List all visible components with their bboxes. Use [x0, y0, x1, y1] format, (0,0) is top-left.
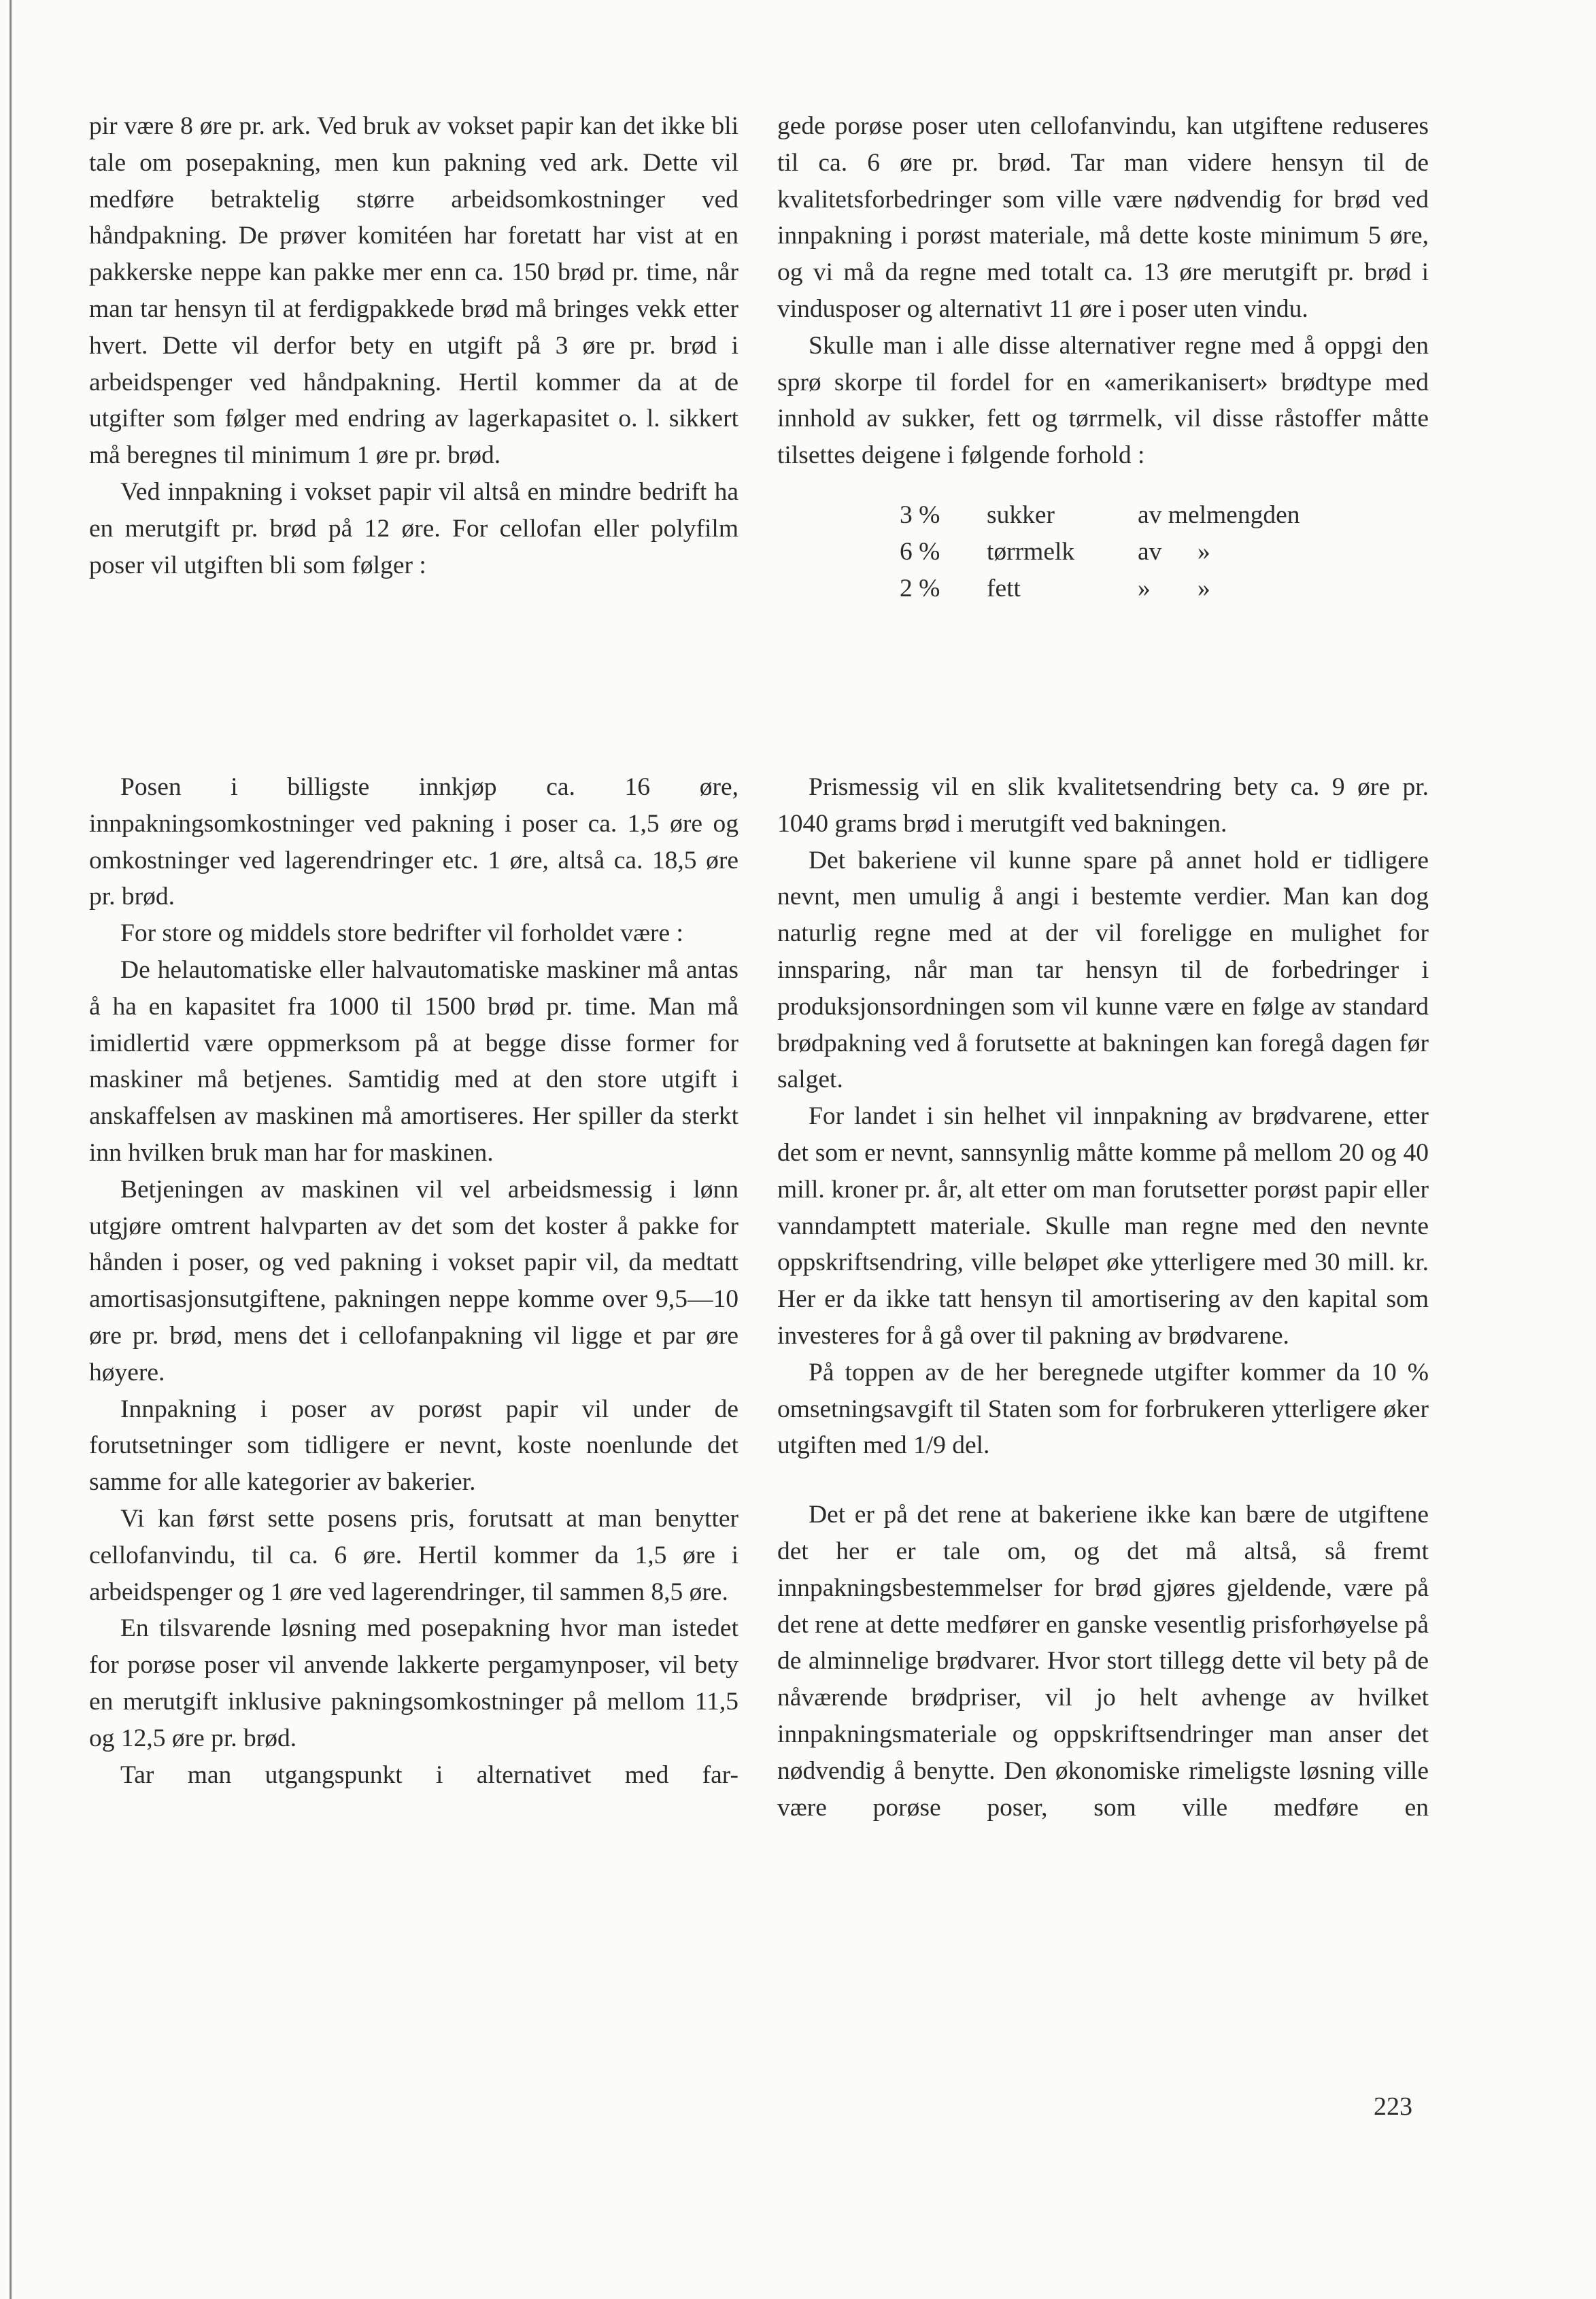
paragraph: De helautomatiske eller halvautomatiske maskiner må antas å ha en kapasitet fra 1000 til 1500 brød pr. time. Man må imidlertid være oppmerksom på at begge disse former for maskiner må betjenes. Samtidig med at den store utgift i anskaffelsen av maskinen må amortiseres. Her spiller da sterkt inn hvilken bruk man har for maskinen.: [89, 955, 738, 1167]
section-gap: [777, 1464, 1429, 1497]
ratio-row: [900, 497, 1429, 534]
paragraph: Prismessig vil en slik kvalitetsendring bety ca. 9 øre pr. 1040 grams brød i merutgift ved bakningen.: [777, 773, 1429, 838]
paragraph: For landet i sin helhet vil innpakning av brødvarene, etter det som er nevnt, sannsynlig måtte komme på mellom 20 og 40 mill. kroner pr. år, alt etter om man forutsetter porøst papir eller vanndamptett materiale. Skulle man regne med den nevnte oppskriftsendring, ville beløpet øke ytterligere med 30 mill. kr. Her er da ikke tatt hensyn til amortisering av den kapital som investeres for å gå over til pakning av brødvarene.: [777, 1102, 1429, 1350]
ratio-ditto: »: [1198, 574, 1210, 602]
bottom-left-column: [89, 769, 738, 1793]
paragraph: En tilsvarende løsning med posepakning hvor man istedet for porøse poser vil anvende lakkerte pergamynposer, vil bety en merutgift inklusive pakningsomkostninger på mellom 11,5 og 12,5 øre pr. brød.: [89, 1614, 738, 1752]
paragraph: Tar man utgangspunkt i alternativet med far-: [120, 1760, 738, 1789]
ratio-row: [900, 534, 1429, 571]
paragraph: Betjeningen av maskinen vil vel arbeidsmessig i lønn utgjøre omtrent halvparten av det som det koster å pakke for hånden i poser, og ved pakning i vokset papir vil, da medtatt amortisasjonsutgiftene, pakningen neppe komme over 9,5—10 øre pr. brød, mens det i cellofanpakning vil ligge et par øre høyere.: [89, 1175, 738, 1386]
paragraph: På toppen av de her beregnede utgifter kommer da 10 % omsetningsavgift til Staten som for forbrukeren ytterligere øker utgiften med 1/9 del.: [777, 1358, 1429, 1460]
ingredient-ratio-list: [900, 497, 1429, 607]
paragraph: Det er på det rene at bakeriene ikke kan bære de utgiftene det her er tale om, og det må altså, så fremt innpakningsbestemmelser for brød gjøres gjeldende, være på det rene at dette medfører en ganske vesentlig prisforhøyelse på de alminnelige brødvarer. Hvor stort tillegg dette vil bety på de nåværende brødpriser, vil jo helt avhenge av hvilket innpakningsmateriale og oppskriftsendringer man anser det nødvendig å benytte. Den økonomiske rimeligste løsning ville være porøse poser, som ville medføre en: [777, 1501, 1429, 1822]
page-edge: [10, 0, 12, 2299]
top-left-column: [89, 108, 738, 583]
ratio-row: [900, 571, 1429, 607]
paragraph: gede porøse poser uten cellofanvindu, kan utgiftene reduseres til ca. 6 øre pr. brød. Tar man videre hensyn til de kvalitetsforbedringer som ville være nødvendig for brød ved innpakning i porøst materiale, må dette koste minimum 5 øre, og vi må da regne med totalt ca. 13 øre merutgift pr. brød i vindusposer og alternativt 11 øre i poser uten vindu.: [777, 112, 1429, 323]
top-right-column: [777, 108, 1429, 607]
page-number: 223: [1374, 2092, 1412, 2121]
ratio-ingredient: fett: [987, 574, 1021, 602]
paragraph: Det bakeriene vil kunne spare på annet hold er tidligere nevnt, men umulig å angi i bestemte verdier. Man kan dog naturlig regne med at der vil foreligge en mulighet for innsparing, når man tar hensyn til de forbedringer i produksjonsordningen som vil kunne være en følge av standard brødpakning ved å forutsette at bakningen kan foregå dagen før salget.: [777, 846, 1429, 1094]
ratio-ditto: »: [1198, 537, 1210, 566]
ratio-ingredient: sukker: [987, 500, 1055, 529]
paragraph: Skulle man i alle disse alternativer regne med å oppgi den sprø skorpe til fordel for en «amerikanisert» brødtype med innhold av sukker, fett og tørrmelk, vil disse råstoffer måtte tilsettes deigene i følgende forhold :: [777, 331, 1429, 470]
ratio-percent: 3 %: [900, 500, 940, 529]
paragraph: Innpakning i poser av porøst papir vil under de forutsetninger som tidligere er nevnt, koste noenlunde det samme for alle kategorier av bakerier.: [89, 1395, 738, 1497]
ratio-ditto: av: [1138, 537, 1162, 566]
paragraph: Posen i billigste innkjøp ca. 16 øre, innpakningsomkostninger ved pakning i poser ca. 1,5 øre og omkostninger ved lagerendringer etc. 1 øre, altså ca. 18,5 øre pr. brød.: [89, 773, 738, 911]
bottom-right-column: [777, 769, 1429, 1826]
ratio-basis: av melmengden: [1138, 500, 1300, 529]
paragraph: pir være 8 øre pr. ark. Ved bruk av vokset papir kan det ikke bli tale om posepakning, men kun pakning ved ark. Dette vil medføre betraktelig større arbeidsomkostninger ved håndpakning. De prøver komitéen har foretatt har vist at en pakkerske neppe kan pakke mer enn ca. 150 brød pr. time, når man tar hensyn til at ferdigpakkede brød må bringes vekk etter hvert. Dette vil derfor bety en utgift på 3 øre pr. brød i arbeidspenger ved håndpakning. Hertil kommer da at de utgifter som følger med endring av lagerkapasitet o. l. sikkert må beregnes til minimum 1 øre pr. brød.: [89, 112, 738, 470]
ratio-percent: 6 %: [900, 537, 940, 566]
ratio-ingredient: tørrmelk: [987, 537, 1075, 566]
ratio-percent: 2 %: [900, 574, 940, 602]
ratio-ditto: »: [1138, 574, 1151, 602]
paragraph: For store og middels store bedrifter vil forholdet være :: [120, 919, 683, 948]
paragraph: Ved innpakning i vokset papir vil altså en mindre bedrift ha en merutgift pr. brød på 12 øre. For cellofan eller polyfilm poser vil utgiften bli som følger :: [89, 477, 738, 579]
paragraph: Vi kan først sette posens pris, forutsatt at man benytter cellofanvindu, til ca. 6 øre. Hertil kommer da 1,5 øre i arbeidspenger og 1 øre ved lagerendringer, til sammen 8,5 øre.: [89, 1504, 738, 1606]
